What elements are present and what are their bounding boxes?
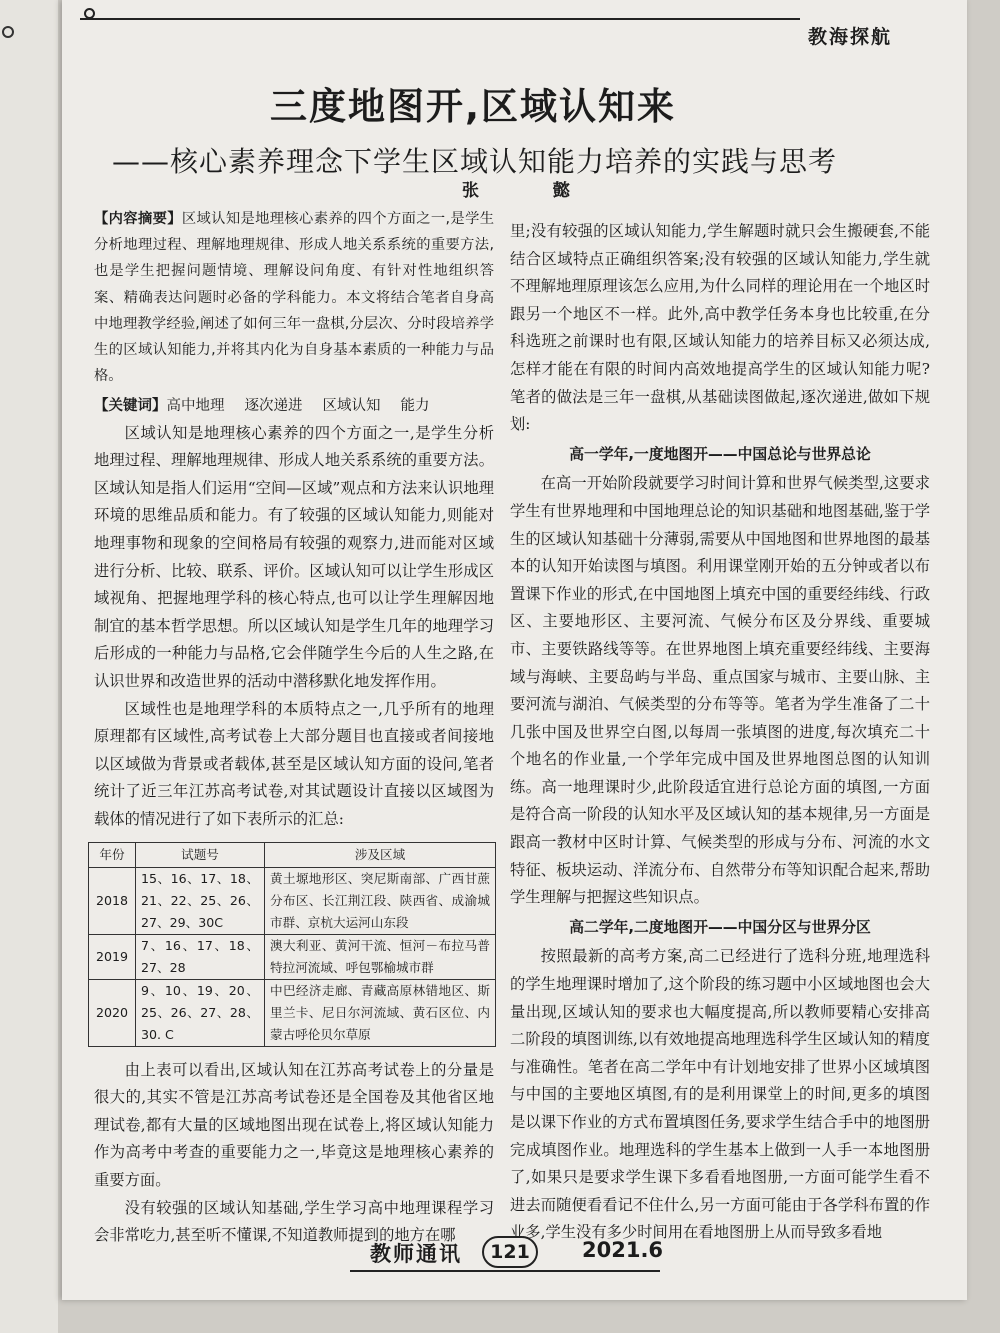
table-cell-questions: 15、16、17、18、21、22、25、26、27、29、30C <box>136 867 265 934</box>
exam-region-table <box>88 842 496 1047</box>
header-rule <box>80 18 800 20</box>
table-row <box>89 979 496 1046</box>
abstract-text: 区域认知是地理核心素养的四个方面之一,是学生分析地理过程、理解地理规律、形成人地关系系统的重要方法,也是学生把握问题情境、理解设问角度、有针对性地组织答案、精确表达问题时必备的学科能力。本文将结合笔者自身高中地理教学经验,阐述了如何三年一盘棋,分层次、分时段培养学生的区域认知能力,并将其内化为自身基本素质的一种能力与品格。 <box>94 211 495 385</box>
body-paragraph: 由上表可以看出,区域认知在江苏高考试卷上的分量是很大的,其实不管是江苏高考试卷还是全国卷及其他省区地理试卷,都有大量的区域地图出现在试卷上,将区域认知能力作为高考中考查的重要能力之一,毕竟这是地理核心素养的重要方面。 <box>94 1060 494 1189</box>
adjacent-page-strip <box>0 0 58 1333</box>
keywords-label: 【关键词】 <box>94 398 167 415</box>
body-paragraph: 区域性也是地理学科的本质特点之一,几乎所有的地理原理都有区域性,高考试卷上大部分题目也直接或者间接地以区域做为背景或者载体,甚至是区域认知方面的设问,笔者统计了近三年江苏高考试卷,对其试题设计直接以区域图为载体的情况进行了如下表所示的汇总: <box>94 699 494 828</box>
body-paragraph: 里;没有较强的区域认知能力,学生解题时就只会生搬硬套,不能结合区域特点正确组织答案;没有较强的区域认知能力,学生就不理解地理原理该怎么应用,为什么同样的理论用在一个地区时跟另一个地区不一样。此外,高中教学任务本身也比较重,在分科选班之前课时也有限,区域认知能力的培养目标又必须达成,怎样才能在有限的时间内高效地提高学生的区域认知能力呢?笔者的做法是三年一盘棋,从基础读图做起,逐次递进,做如下规划: <box>510 222 930 434</box>
keyword: 区域认知 <box>322 398 381 415</box>
table-header-regions: 涉及区域 <box>265 842 496 867</box>
table-cell-regions: 中巴经济走廊、青藏高原林错地区、斯里兰卡、尼日尔河流域、黄石区位、内蒙古呼伦贝尔草原 <box>265 979 496 1046</box>
keyword: 能力 <box>400 398 430 415</box>
section-header: 教海探航 <box>808 26 893 48</box>
table-header-year: 年份 <box>89 842 136 867</box>
page-footer <box>350 1232 700 1272</box>
table-cell-year: 2018 <box>89 867 136 934</box>
section-heading: 高二学年,二度地图开——中国分区与世界分区 <box>569 918 871 936</box>
article-author: 张 懿 <box>462 181 604 201</box>
table-header-row <box>89 842 496 867</box>
body-paragraph: 区域认知是地理核心素养的四个方面之一,是学生分析地理过程、理解地理规律、形成人地关系系统的重要方法。区域认知是指人们运用“空间—区域”观点和方法来认识地理环境的思维品质和能力。有了较强的区域认知能力,则能对地理事物和现象的空间格局有较强的观察力,进而能对区域进行分析、比较、联系、评价。区域认知可以让学生形成区域视角、把握地理学科的核心特点,也可以让学生理解因地制宜的基本哲学思想。所以区域认知是学生几年的地理学习后形成的一种能力与品格,它会伴随学生今后的人生之路,在认识世界和改造世界的活动中潜移默化地发挥作用。 <box>94 423 494 690</box>
abstract-label: 【内容摘要】 <box>94 211 182 227</box>
article-title: 三度地图开,区域认知来 <box>270 85 677 128</box>
keywords <box>94 393 494 419</box>
keyword: 高中地理 <box>166 398 225 415</box>
table-row <box>89 934 496 979</box>
footer-rule <box>350 1270 660 1272</box>
table-row <box>89 867 496 934</box>
section-heading: 高一学年,一度地图开——中国总论与世界总论 <box>569 445 871 463</box>
issue-date: 2021.6 <box>582 1238 664 1262</box>
table-header-questions: 试题号 <box>136 842 265 867</box>
article-subtitle: ——核心素养理念下学生区域认知能力培养的实践与思考 <box>112 145 838 178</box>
left-column <box>94 206 494 1250</box>
table-cell-regions: 黄土塬地形区、突尼斯南部、广西甘蔗分布区、长江荆江段、陕西省、成渝城市群、京杭大运河山东段 <box>265 867 496 934</box>
table-cell-questions: 7、16、17、18、27、28 <box>136 934 265 979</box>
body-paragraph: 没有较强的区域认知基础,学生学习高中地理课程学习会非常吃力,甚至听不懂课,不知道教师提到的地方在哪 <box>94 1198 494 1245</box>
table-cell-year: 2020 <box>89 979 136 1046</box>
right-column <box>510 218 930 1247</box>
binding-ring-icon <box>2 26 14 38</box>
table-cell-regions: 澳大利亚、黄河干流、恒河－布拉马普特拉河流域、呼包鄂榆城市群 <box>265 934 496 979</box>
page-number: 121 <box>482 1236 538 1268</box>
keyword: 逐次递进 <box>244 398 303 415</box>
table-cell-questions: 9、10、19、20、25、26、27、28、30. C <box>136 979 265 1046</box>
body-paragraph: 按照最新的高考方案,高二已经进行了选科分班,地理选科的学生地理课时增加了,这个阶段的练习题中小区域地图也会大量出现,区域认知的要求也大幅度提高,所以教师要精心安排高二阶段的填图训练,以有效地提高地理选科学生区域认知的精度与准确性。笔者在高二学年中有计划地安排了世界小区域填图与中国的主要地区填图,有的是利用课堂上的时间,更多的填图是以课下作业的方式布置填图任务,要求学生结合手中的地图册完成填图作业。地理选科的学生基本上做到一人手一本地图册了,如果只是要求学生课下多看看地图册,一方面可能学生看不进去而随便看看记不住什么,另一方面可能由于各学科布置的作业多,学生没有多少时间用在看地图册上从而导致多看地 <box>510 947 930 1242</box>
body-paragraph: 在高一开始阶段就要学习时间计算和世界气候类型,这要求学生有世界地理和中国地理总论的知识基础和地图基础,鉴于学生的区域认知基础十分薄弱,需要从中国地图和世界地图的最基本的认知开始读图与填图。利用课堂刚开始的五分钟或者以布置课下作业的形式,在中国地图上填充中国的重要经纬线、行政区、主要地形区、主要河流、气候分布区及分界线、重要城市、主要铁路线等等。在世界地图上填充重要经纬线、主要海域与海峡、主要岛屿与半岛、重点国家与城市、主要山脉、主要河流与湖泊、气候类型的分布等等。笔者为学生准备了二十几张中国及世界空白图,以每周一张填图的进度,每次填充二十个地名的作业量,一个学年完成中国及世界地图总图的认知训练。高一地理课时少,此阶段适宜进行总论方面的填图,一方面是符合高一阶段的认知水平及区域认知的基本规律,另一方面是跟高一教材中区时计算、气候类型的形成与分布、河流的水文特征、板块运动、洋流分布、自然带分布等知识配合起来,帮助学生理解与把握这些知识点。 <box>510 474 930 907</box>
abstract <box>94 206 494 420</box>
magazine-name: 教师通讯 <box>370 1242 462 1266</box>
table-cell-year: 2019 <box>89 934 136 979</box>
